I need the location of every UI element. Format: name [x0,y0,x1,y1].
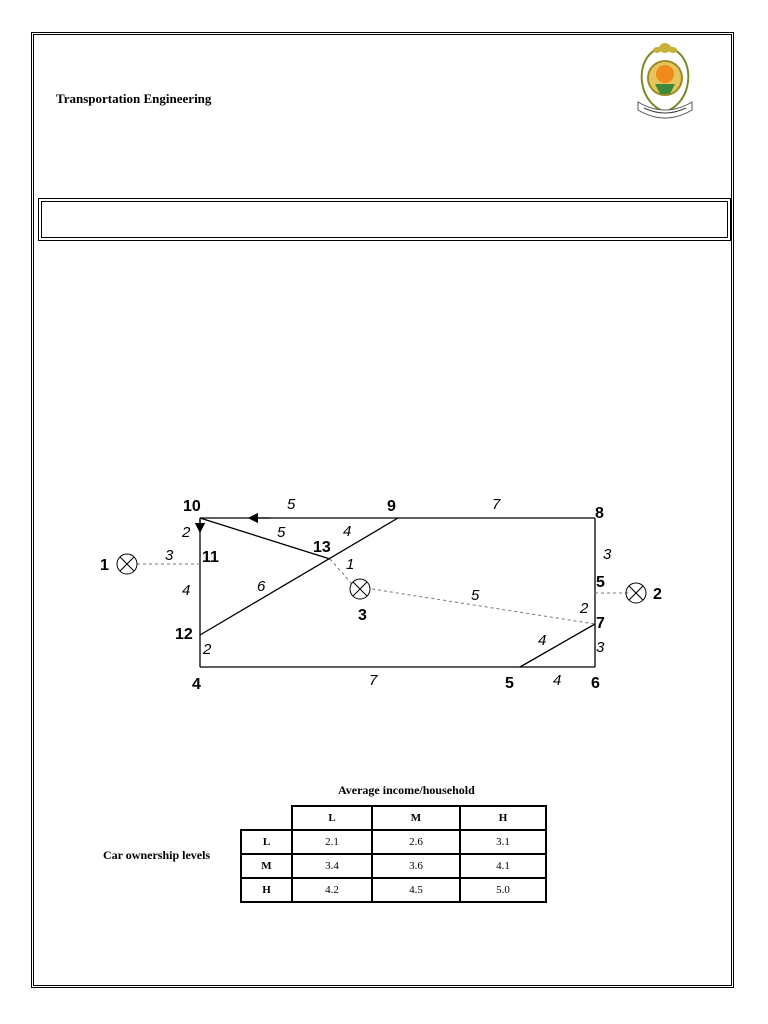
node-11: 11 [202,549,219,566]
length-7-6: 3 [596,639,605,656]
length-5-7: 2 [580,600,589,617]
network-diagram [90,490,680,700]
link-5-7 [520,624,595,667]
node-10: 10 [183,498,201,515]
centroid-2-label: 2 [653,586,662,603]
node-6: 6 [591,675,600,692]
table-cell: 3.1 [460,830,546,854]
column-header-h: H [460,806,546,830]
table-row [241,878,546,902]
table-cell: 2.6 [372,830,460,854]
node-7: 7 [596,615,605,632]
length-3-7: 5 [471,587,480,604]
table-row [241,854,546,878]
node-13: 13 [313,539,331,556]
length-4-5: 7 [369,672,378,689]
table-cell: 4.2 [292,878,372,902]
length-7-5: 4 [538,632,547,649]
length-12-13: 6 [257,578,266,595]
node-9: 9 [387,498,396,515]
column-header-m: M [372,806,460,830]
link-10-13 [200,518,330,559]
length-9-13: 4 [343,523,352,540]
length-9-8: 7 [492,496,501,513]
row-header-l: L [241,830,292,854]
page-header-title: Transportation Engineering [56,91,212,106]
node-12: 12 [175,626,193,643]
node-8: 8 [595,505,604,522]
table-cell: 4.1 [460,854,546,878]
row-header-m: M [241,854,292,878]
row-header-h: H [241,878,292,902]
table-cell: 5.0 [460,878,546,902]
table-cell: 2.1 [292,830,372,854]
node-4: 4 [192,676,201,693]
length-10-9: 5 [287,496,296,513]
length-8-5: 3 [603,546,612,563]
table-corner-cell [241,806,292,830]
centroid-3-icon [350,579,370,599]
table-cell: 4.5 [372,878,460,902]
column-header-l: L [292,806,372,830]
table-title: Average income/household [338,783,475,797]
centroid-2-icon [626,583,646,603]
connector-3-7 [372,589,595,624]
length-5-6: 4 [553,672,562,689]
node-5-bottom: 5 [505,675,514,692]
centroid-1-label: 1 [100,557,109,574]
table-cell: 3.4 [292,854,372,878]
node-5-right: 5 [596,574,605,591]
table-cell: 3.6 [372,854,460,878]
length-10-11: 2 [182,524,191,541]
table-row-label: Car ownership levels [103,848,211,862]
length-11-12: 4 [182,582,191,599]
link-12-9 [200,518,398,635]
length-10-13: 5 [277,524,286,541]
length-1-11: 3 [165,547,174,564]
table-header-row [241,806,546,830]
length-12-4: 2 [203,641,212,658]
income-car-ownership-table [240,805,547,903]
table-row [241,830,546,854]
length-13-3: 1 [346,556,355,573]
centroid-3-label: 3 [358,607,367,624]
university-logo-icon [630,38,700,124]
centroid-1-icon [117,554,137,574]
title-band [38,198,731,241]
